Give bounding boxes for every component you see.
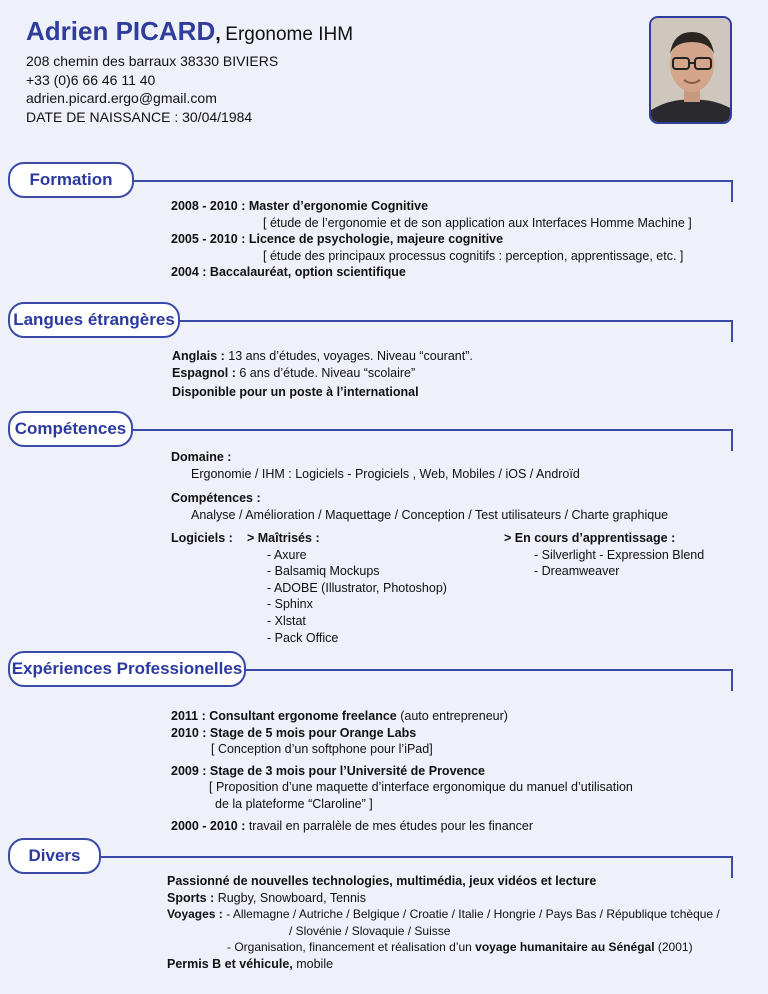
experience-2-desc: [ Conception d’un softphone pour l’iPad] <box>211 742 433 757</box>
experience-1: 2011 : Consultant ergonome freelance <box>171 709 397 723</box>
section-title-competences: Compétences <box>8 411 133 447</box>
header-name-line <box>26 16 353 47</box>
software-item: - Axure <box>267 547 307 562</box>
encours-label: > En cours d’apprentissage : <box>504 531 676 545</box>
software-item: - ADOBE (Illustrator, Photoshop) <box>267 580 447 595</box>
software-item: - Sphinx <box>267 597 313 612</box>
maitrises-block <box>247 530 447 646</box>
humanitarian-trip: voyage humanitaire au Sénégal <box>475 940 655 955</box>
experience-3: 2009 : Stage de 3 mois pour l’Université de Provence <box>171 763 486 778</box>
formation-content <box>171 198 692 281</box>
software-item: - Xlstat <box>267 613 306 628</box>
experience-1-note: (auto entrepreneur) <box>396 709 508 723</box>
portrait-image <box>651 18 732 124</box>
section-rule <box>179 320 733 322</box>
competences-content <box>171 449 668 523</box>
software-item: - Balsamiq Mockups <box>267 564 380 579</box>
humanitarian-year: (2001) <box>654 940 693 955</box>
section-rule <box>132 429 733 431</box>
formation-item-2: 2005 - 2010 : Licence de psychologie, majeure cognitive <box>171 232 504 247</box>
experiences-content <box>171 708 633 834</box>
license-label: Permis B et véhicule, <box>167 956 293 971</box>
section-title-formation: Formation <box>8 162 134 198</box>
formation-item-1: 2008 - 2010 : Master d’ergonomie Cognitive <box>171 199 429 213</box>
experience-3-desc: [ Proposition d’une maquette d’interface ergonomique du manuel d’utilisation <box>209 780 633 795</box>
phone: +33 (0)6 66 46 11 40 <box>26 71 156 88</box>
section-rule-tick <box>731 856 733 878</box>
international-availability: Disponible pour un poste à l’international <box>172 385 419 400</box>
lang-english-text: 13 ans d’études, voyages. Niveau “courant”. <box>224 349 473 363</box>
section-title-langues: Langues étrangères <box>8 302 180 338</box>
candidate-name: Adrien PICARD <box>26 16 216 46</box>
section-rule <box>245 669 733 671</box>
experience-4: 2000 - 2010 : <box>171 818 246 833</box>
encours-block <box>504 530 704 580</box>
lang-spanish-label: Espagnol : <box>172 365 236 380</box>
address: 208 chemin des barraux 38330 BIVIERS <box>26 53 279 69</box>
sports-text: Rugby, Snowboard, Tennis <box>214 890 366 905</box>
sports-label: Sports : <box>167 890 215 905</box>
formation-item-2-desc: [ étude des principaux processus cognitifs : perception, apprentissage, etc. ] <box>263 248 684 263</box>
passions: Passionné de nouvelles technologies, multimédia, jeux vidéos et lecture <box>167 874 597 888</box>
software-item: - Silverlight - Expression Blend <box>534 547 705 562</box>
license-text: mobile <box>292 956 334 971</box>
name-comma: , <box>215 23 221 45</box>
section-rule-tick <box>731 429 733 451</box>
domaine-value: Ergonomie / IHM : Logiciels - Progiciels , Web, Mobiles / iOS / Androïd <box>191 466 580 481</box>
domaine-label: Domaine : <box>171 450 232 464</box>
voyages-countries-2: / Slovénie / Slovaquie / Suisse <box>289 923 451 938</box>
email: adrien.picard.ergo@gmail.com <box>26 90 217 106</box>
section-rule-tick <box>731 180 733 202</box>
divers-content <box>167 873 720 973</box>
experience-4-text: travail en parralèle de mes études pour les financer <box>245 818 534 833</box>
section-title-divers: Divers <box>8 838 101 874</box>
formation-item-3: 2004 : Baccalauréat, option scientifique <box>171 265 406 280</box>
formation-item-1-desc: [ étude de l’ergonomie et de son application aux Interfaces Homme Machine ] <box>263 215 692 230</box>
section-rule-tick <box>731 669 733 691</box>
maitrises-label: > Maîtrisés : <box>247 531 320 545</box>
logiciels-label: Logiciels : <box>171 531 233 545</box>
section-rule-tick <box>731 320 733 342</box>
voyages-label: Voyages : <box>167 907 223 922</box>
contact-block <box>26 52 278 126</box>
lang-spanish-text: 6 ans d’étude. Niveau “scolaire” <box>235 365 416 380</box>
competences-label: Compétences : <box>171 491 261 506</box>
langues-content <box>172 348 473 401</box>
software-item: - Pack Office <box>267 630 339 645</box>
experience-3-desc-2: de la plateforme “Claroline” ] <box>215 796 373 811</box>
profile-photo <box>649 16 732 124</box>
job-title: Ergonome IHM <box>225 24 354 45</box>
section-rule <box>100 856 733 858</box>
experience-2: 2010 : Stage de 5 mois pour Orange Labs <box>171 725 417 740</box>
software-item: - Dreamweaver <box>534 564 620 579</box>
lang-english-label: Anglais : <box>172 349 225 363</box>
logiciels-label-block <box>171 530 233 547</box>
competences-value: Analyse / Amélioration / Maquettage / Conception / Test utilisateurs / Charte graphique <box>191 507 669 522</box>
section-title-experiences: Expériences Professionelles <box>8 651 246 687</box>
section-rule <box>133 180 733 182</box>
humanitarian-text: - Organisation, financement et réalisation d’un <box>227 940 476 955</box>
birth-date: DATE DE NAISSANCE : 30/04/1984 <box>26 108 253 125</box>
voyages-countries: - Allemagne / Autriche / Belgique / Croatie / Italie / Hongrie / Pays Bas / République tchèque / <box>222 907 720 922</box>
